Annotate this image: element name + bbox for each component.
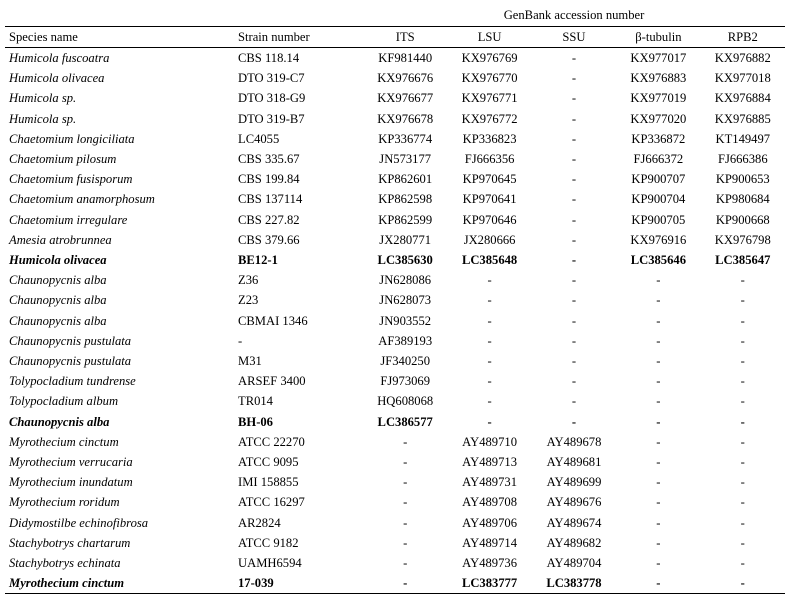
ssu-cell: - — [571, 293, 577, 308]
beta-tubulin-cell: - — [656, 515, 661, 530]
its-cell: KP336774 — [378, 131, 433, 146]
lsu-cell: FJ666356 — [464, 152, 515, 167]
lsu-cell: KX976770 — [461, 71, 518, 86]
accession-table — [5, 4, 785, 594]
beta-tubulin-cell: KP900704 — [631, 192, 686, 207]
species-cell: Humicola sp. — [9, 91, 77, 106]
species-cell: Chaunopycnis alba — [9, 293, 107, 308]
species-cell: Chaunopycnis pustulata — [9, 333, 132, 348]
rpb2-cell: KP980684 — [715, 192, 770, 207]
beta-tubulin-cell: - — [656, 475, 661, 490]
table-row — [5, 452, 785, 472]
beta-tubulin-cell: FJ666372 — [633, 152, 684, 167]
rpb2-cell: - — [740, 556, 745, 571]
lsu-cell: - — [487, 354, 492, 369]
beta-tubulin-cell: - — [656, 495, 661, 510]
rpb2-cell: FJ666386 — [717, 152, 768, 167]
its-cell: JN628086 — [379, 273, 432, 288]
its-cell: - — [403, 515, 408, 530]
beta-tubulin-cell: - — [656, 313, 661, 328]
beta-tubulin-cell: - — [656, 273, 661, 288]
ssu-cell: LC383778 — [532, 573, 616, 594]
species-cell: Chaetomium longiciliata — [9, 131, 135, 146]
beta-tubulin-cell: KX976883 — [630, 71, 687, 86]
species-cell: Chaetomium pilosum — [9, 152, 117, 167]
beta-tubulin-cell: KX977019 — [630, 91, 687, 106]
rpb2-cell: KX976882 — [714, 51, 771, 65]
ssu-cell: AY489676 — [546, 495, 602, 510]
strain-cell: UAMH6594 — [238, 556, 302, 571]
species-cell: Chaetomium anamorphosum — [9, 192, 155, 207]
species-cell: Chaunopycnis pustulata — [9, 354, 132, 369]
lsu-cell: AY489708 — [462, 495, 517, 510]
strain-cell: ARSEF 3400 — [238, 374, 306, 389]
table-row — [5, 432, 785, 452]
species-cell: Didymostilbe echinofibrosa — [9, 515, 149, 530]
species-cell: Myrothecium cinctum — [5, 573, 235, 594]
species-cell: Humicola olivacea — [9, 71, 105, 86]
table-row — [5, 371, 785, 391]
species-cell: Myrothecium verrucaria — [9, 455, 133, 470]
ssu-cell: - — [571, 313, 577, 328]
table-row — [5, 68, 785, 88]
rpb2-cell: - — [740, 394, 745, 409]
table-row — [5, 533, 785, 553]
lsu-cell: JX280666 — [463, 232, 516, 247]
strain-cell: Z36 — [238, 273, 259, 288]
lsu-cell: KP970646 — [462, 212, 517, 227]
beta-tubulin-cell: KX977020 — [630, 111, 687, 126]
col-header-ssu: SSU — [532, 27, 616, 48]
beta-tubulin-cell: - — [656, 354, 661, 369]
lsu-cell: AY489706 — [462, 515, 517, 530]
strain-cell: CBMAI 1346 — [238, 313, 308, 328]
rpb2-cell: - — [740, 414, 745, 429]
beta-tubulin-cell: - — [656, 374, 661, 389]
its-cell: KP862601 — [378, 172, 433, 187]
strain-cell: ATCC 22270 — [238, 434, 305, 449]
table-row — [5, 472, 785, 492]
lsu-cell: - — [487, 374, 492, 389]
strain-cell: CBS 137114 — [238, 192, 303, 207]
its-cell: AF389193 — [378, 333, 433, 348]
lsu-cell: - — [487, 273, 492, 288]
beta-tubulin-cell: KP900707 — [631, 172, 686, 187]
table-row — [5, 351, 785, 371]
rpb2-cell: - — [740, 515, 745, 530]
its-cell: KX976677 — [377, 91, 434, 106]
species-cell: Amesia atrobrunnea — [9, 232, 112, 247]
header-row — [5, 27, 785, 48]
table-row — [5, 48, 785, 69]
strain-cell: CBS 118.14 — [238, 51, 300, 65]
col-header-species: Species name — [5, 27, 235, 48]
lsu-cell: LC385648 — [461, 253, 518, 268]
rpb2-cell: KP900653 — [715, 172, 770, 187]
header-group-row — [5, 4, 785, 27]
strain-cell: DTO 319-B7 — [238, 111, 305, 126]
rpb2-cell: LC385647 — [715, 253, 771, 268]
table-row — [5, 169, 785, 189]
rpb2-cell: - — [740, 455, 745, 470]
lsu-cell: - — [487, 313, 492, 328]
species-cell: Stachybotrys chartarum — [9, 535, 131, 550]
strain-cell: Z23 — [238, 293, 259, 308]
beta-tubulin-cell: KX977017 — [630, 51, 687, 65]
its-cell: KF981440 — [378, 51, 433, 65]
table-row — [5, 391, 785, 411]
rpb2-cell: KP900668 — [715, 212, 770, 227]
beta-tubulin-cell: - — [656, 293, 661, 308]
beta-tubulin-cell: - — [656, 535, 661, 550]
table-row — [5, 189, 785, 209]
ssu-cell: AY489704 — [546, 556, 602, 571]
beta-tubulin-cell: KX976916 — [630, 232, 687, 247]
beta-tubulin-cell: - — [656, 434, 661, 449]
table-row — [5, 88, 785, 108]
its-cell: KP862599 — [378, 212, 433, 227]
table-row — [5, 492, 785, 512]
rpb2-cell: - — [740, 333, 745, 348]
ssu-cell: AY489682 — [546, 535, 602, 550]
ssu-cell: - — [571, 232, 577, 247]
strain-cell: IMI 158855 — [238, 475, 299, 490]
its-cell: - — [403, 475, 408, 490]
species-cell: Myrothecium roridum — [9, 495, 120, 510]
strain-cell: ATCC 9182 — [238, 535, 299, 550]
lsu-cell: KX976772 — [461, 111, 518, 126]
strain-cell: 17-039 — [235, 573, 363, 594]
species-cell: Myrothecium inundatum — [9, 475, 133, 490]
strain-cell: CBS 227.82 — [238, 212, 300, 227]
ssu-cell: - — [571, 354, 577, 369]
ssu-cell: - — [571, 333, 577, 348]
its-cell: FJ973069 — [380, 374, 431, 389]
ssu-cell: - — [571, 394, 577, 409]
ssu-cell: - — [571, 91, 577, 106]
its-cell: - — [403, 434, 408, 449]
ssu-cell: - — [571, 51, 577, 65]
its-cell: LC385630 — [377, 253, 433, 268]
table-row — [5, 573, 785, 594]
table-row — [5, 331, 785, 351]
col-header-beta-tubulin: β-tubulin — [616, 27, 700, 48]
strain-cell: DTO 318-G9 — [238, 91, 306, 106]
table-row — [5, 553, 785, 573]
beta-tubulin-cell: - — [616, 573, 700, 594]
ssu-cell: - — [571, 111, 577, 126]
table-row — [5, 109, 785, 129]
strain-cell: BH-06 — [238, 414, 273, 429]
col-header-rpb2: RPB2 — [701, 27, 785, 48]
beta-tubulin-cell: KP336872 — [631, 131, 686, 146]
beta-tubulin-cell: - — [656, 414, 661, 429]
rpb2-cell: KX977018 — [714, 71, 771, 86]
strain-cell: CBS 199.84 — [238, 172, 300, 187]
species-cell: Chaunopycnis alba — [9, 273, 107, 288]
its-cell: HQ608068 — [377, 394, 434, 409]
strain-cell: - — [238, 333, 243, 348]
its-cell: LC386577 — [377, 414, 433, 429]
ssu-cell: - — [571, 192, 577, 207]
its-cell: - — [403, 556, 408, 571]
strain-cell: BE12-1 — [238, 253, 278, 268]
lsu-cell: LC383777 — [447, 573, 531, 594]
species-cell: Stachybotrys echinata — [9, 556, 121, 571]
its-cell: KP862598 — [378, 192, 433, 207]
rpb2-cell: - — [701, 573, 785, 594]
strain-cell: LC4055 — [238, 131, 280, 146]
ssu-cell: - — [571, 374, 577, 389]
its-cell: - — [403, 535, 408, 550]
ssu-cell: AY489699 — [546, 475, 602, 490]
its-cell: - — [403, 455, 408, 470]
its-cell: JN903552 — [379, 313, 432, 328]
its-cell: - — [363, 573, 447, 594]
strain-cell: TR014 — [238, 394, 273, 409]
table-row — [5, 129, 785, 149]
lsu-cell: - — [487, 414, 492, 429]
rpb2-cell: KX976884 — [714, 91, 771, 106]
lsu-cell: KP336823 — [462, 131, 517, 146]
lsu-cell: - — [487, 333, 492, 348]
rpb2-cell: KX976885 — [714, 111, 771, 126]
beta-tubulin-cell: - — [656, 455, 661, 470]
table-row — [5, 290, 785, 310]
species-cell: Chaetomium irregulare — [9, 212, 128, 227]
lsu-cell: - — [487, 293, 492, 308]
species-cell: Humicola sp. — [9, 111, 77, 126]
beta-tubulin-cell: KP900705 — [631, 212, 686, 227]
lsu-cell: KP970641 — [462, 192, 517, 207]
ssu-cell: - — [571, 131, 577, 146]
ssu-cell: - — [571, 414, 577, 429]
ssu-cell: AY489674 — [546, 515, 602, 530]
col-header-lsu: LSU — [447, 27, 531, 48]
rpb2-cell: - — [740, 354, 745, 369]
ssu-cell: - — [571, 152, 577, 167]
ssu-cell: - — [571, 273, 577, 288]
accession-table-container — [5, 4, 785, 594]
ssu-cell: - — [571, 71, 577, 86]
rpb2-cell: - — [740, 434, 745, 449]
rpb2-cell: - — [740, 475, 745, 490]
species-cell: Humicola fuscoatra — [9, 51, 110, 65]
table-row — [5, 250, 785, 270]
lsu-cell: AY489713 — [462, 455, 517, 470]
table-row — [5, 513, 785, 533]
strain-cell: CBS 335.67 — [238, 152, 300, 167]
lsu-cell: KX976771 — [461, 91, 518, 106]
beta-tubulin-cell: - — [656, 394, 661, 409]
species-cell: Humicola olivacea — [9, 253, 107, 268]
table-row — [5, 412, 785, 432]
col-header-its: ITS — [363, 27, 447, 48]
ssu-cell: AY489678 — [546, 434, 602, 449]
lsu-cell: - — [487, 394, 492, 409]
lsu-cell: AY489731 — [462, 475, 517, 490]
its-cell: KX976678 — [377, 111, 434, 126]
rpb2-cell: KX976798 — [714, 232, 771, 247]
lsu-cell: AY489736 — [462, 556, 517, 571]
table-body — [5, 48, 785, 594]
species-cell: Tolypocladium album — [9, 394, 119, 409]
rpb2-cell: - — [740, 293, 745, 308]
species-cell: Tolypocladium tundrense — [9, 374, 136, 389]
ssu-cell: - — [571, 172, 577, 187]
its-cell: JN573177 — [379, 152, 432, 167]
its-cell: KX976676 — [377, 71, 434, 86]
rpb2-cell: KT149497 — [715, 131, 771, 146]
lsu-cell: KP970645 — [462, 172, 517, 187]
rpb2-cell: - — [740, 273, 745, 288]
species-cell: Myrothecium cinctum — [9, 434, 119, 449]
lsu-cell: AY489710 — [462, 434, 517, 449]
its-cell: JN628073 — [379, 293, 432, 308]
rpb2-cell: - — [740, 535, 745, 550]
beta-tubulin-cell: - — [656, 556, 661, 571]
strain-cell: DTO 319-C7 — [238, 71, 305, 86]
species-cell: Chaetomium fusisporum — [9, 172, 133, 187]
its-cell: JF340250 — [380, 354, 431, 369]
rpb2-cell: - — [740, 495, 745, 510]
table-row — [5, 149, 785, 169]
species-cell: Chaunopycnis alba — [9, 313, 107, 328]
table-row — [5, 210, 785, 230]
beta-tubulin-cell: LC385646 — [630, 253, 686, 268]
strain-cell: AR2824 — [238, 515, 281, 530]
col-header-strain: Strain number — [235, 27, 363, 48]
table-row — [5, 270, 785, 290]
rpb2-cell: - — [740, 313, 745, 328]
genbank-group-header: GenBank accession number — [363, 4, 785, 27]
strain-cell: ATCC 16297 — [238, 495, 305, 510]
ssu-cell: - — [571, 253, 577, 268]
rpb2-cell: - — [740, 374, 745, 389]
strain-cell: CBS 379.66 — [238, 232, 300, 247]
table-row — [5, 230, 785, 250]
species-cell: Chaunopycnis alba — [9, 414, 110, 429]
its-cell: - — [403, 495, 408, 510]
its-cell: JX280771 — [379, 232, 432, 247]
strain-cell: M31 — [238, 354, 262, 369]
lsu-cell: KX976769 — [461, 51, 518, 65]
ssu-cell: AY489681 — [546, 455, 602, 470]
strain-cell: ATCC 9095 — [238, 455, 299, 470]
lsu-cell: AY489714 — [462, 535, 517, 550]
table-row — [5, 311, 785, 331]
ssu-cell: - — [571, 212, 577, 227]
beta-tubulin-cell: - — [656, 333, 661, 348]
